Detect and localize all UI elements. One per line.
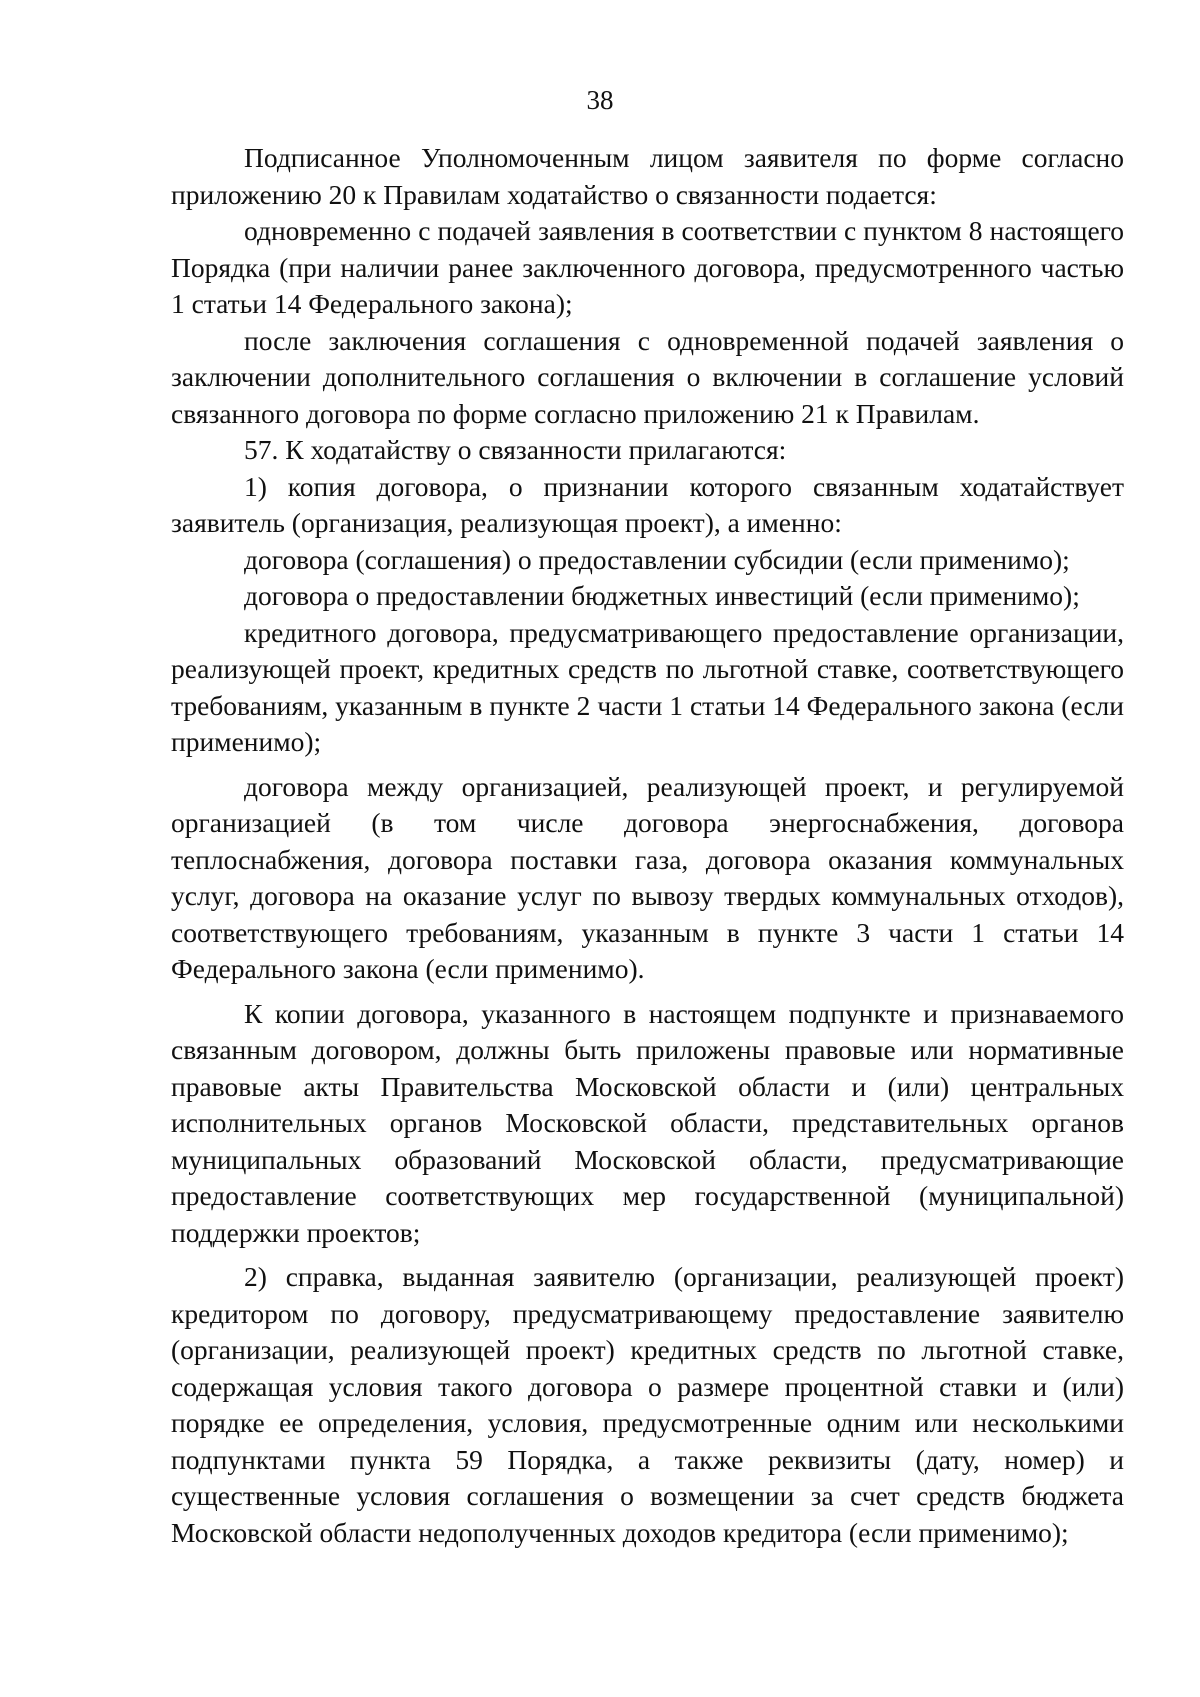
document-body: [171, 140, 1124, 1551]
paragraph-item-57: 57. К ходатайству о связанности прилагаются:: [244, 434, 787, 465]
paragraph-subitem-1: 1) копия договора, о признании которого связанным ходатайствует заявитель (организация, реализующая проект), а именно:: [171, 470, 1124, 538]
paragraph-contract-copy-attachments: К копии договора, указанного в настоящем подпункте и признаваемого связанным договором, должны быть приложены правовые или нормативные правовые акты Правительства Московской области и (или) центральных исполнительных органов Московской области, представительных органов муниципальных образований Московской области, предусматривающие предоставление соответствующих мер государственной (муниципальной) поддержки проектов;: [171, 997, 1124, 1248]
paragraph-simultaneous-filing: одновременно с подачей заявления в соответствии с пунктом 8 настоящего Порядка (при наличии ранее заключенного договора, предусмотренного частью 1 статьи 14 Федерального закона);: [171, 215, 1124, 319]
paragraph-petition-intro: Подписанное Уполномоченным лицом заявителя по форме согласно приложению 20 к Правилам ходатайство о связанности подается:: [171, 142, 1124, 210]
paragraph-subitem-2: 2) справка, выданная заявителю (организации, реализующей проект) кредитором по договору, предусматривающему предоставление заявителю (организации, реализующей проект) кредитных средств по льготной ставке, содержащая условия такого договора о размере процентной ставки и (или) порядке ее определения, условия, предусмотренные одним или несколькими подпунктами пункта 59 Порядка, а также реквизиты (дату, номер) и существенные условия соглашения о возмещении за счет средств бюджета Московской области недополученных доходов кредитора (если применимо);: [171, 1261, 1124, 1548]
paragraph-credit-contract: кредитного договора, предусматривающего предоставление организации, реализующей проект, кредитных средств по льготной ставке, соответствующего требованиям, указанным в пункте 2 части 1 статьи 14 Федерального закона (если применимо);: [171, 616, 1124, 757]
paragraph-subsidy-contract: договора (соглашения) о предоставлении субсидии (если применимо);: [244, 543, 1070, 575]
paragraph-regulated-organization-contract: договора между организацией, реализующей проект, и регулируемой организацией (в том числе договора энергоснабжения, договора теплоснабжения, договора поставки газа, договора оказания коммунальных услуг, договора на оказание услуг по вывозу твердых коммунальных отходов), соответствующего требованиям, указанным в пункте 3 части 1 статьи 14 Федерального закона (если применимо).: [171, 770, 1124, 984]
paragraph-after-agreement: после заключения соглашения с одновременной подачей заявления о заключении дополнительного соглашения о включении в соглашение условий связанного договора по форме согласно приложению 21 к Правилам.: [171, 324, 1124, 429]
page-number: 38: [586, 85, 614, 115]
paragraph-budget-investment-contract: договора о предоставлении бюджетных инвестиций (если применимо);: [244, 580, 1080, 611]
